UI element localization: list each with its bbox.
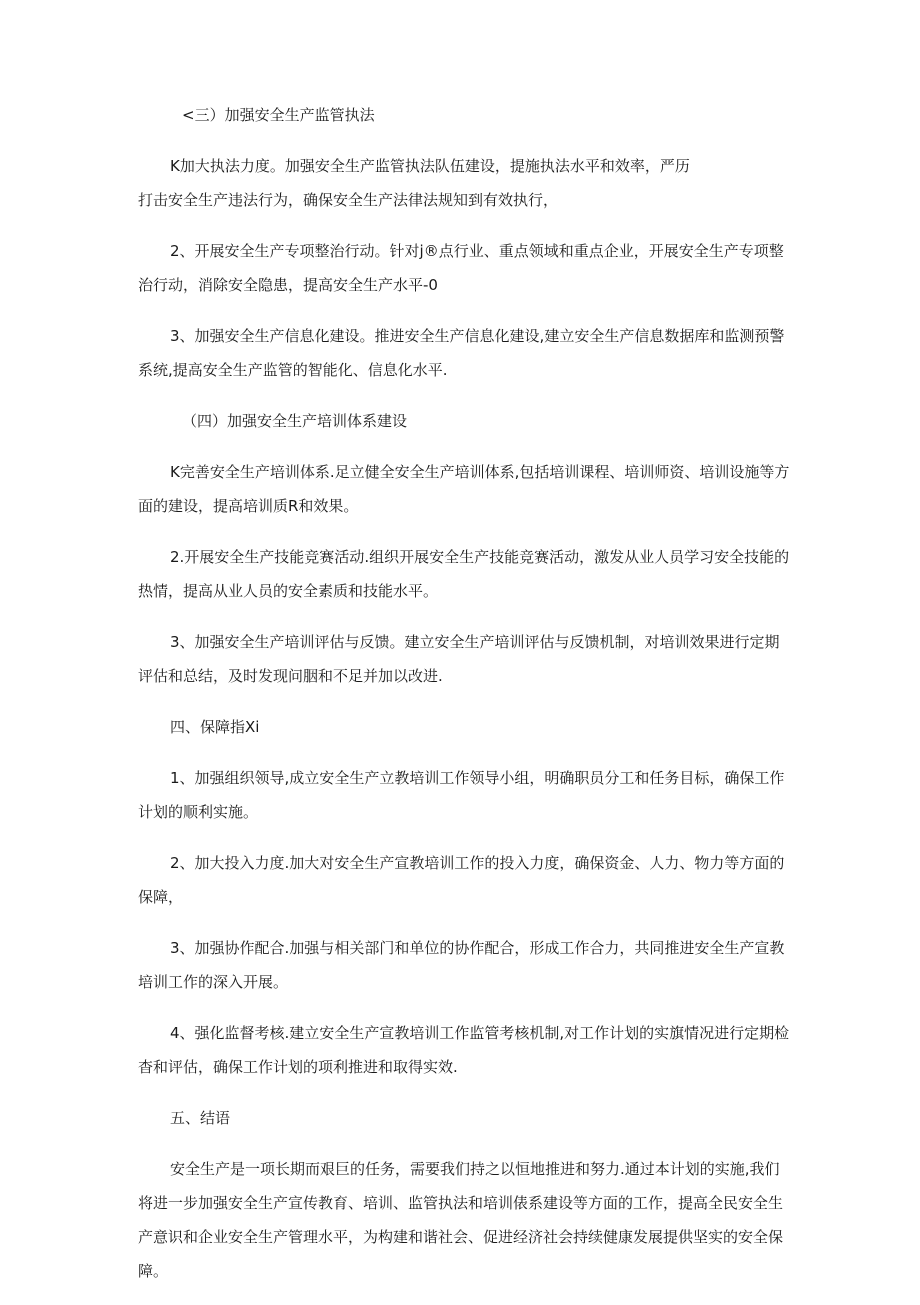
paragraph-organization-leadership: 1、加强组织领导,成立安全生产立教培训工作领导小组，明确职员分工和任务目标，确保工作计划的顺利实施。 [138, 769, 785, 821]
paragraph-training-system: K完善安全生产培训体系.足立健全安全生产培训体系,包括培训课程、培训师资、培训设施等方面的建设，提高培训质R和效果。 [138, 463, 790, 515]
paragraph-line: 打击安全生产违法行为，确保安全生产法律法规知到有效执行， [138, 191, 559, 209]
section-heading-guarantee-measures: 四、保障指Xi [170, 718, 260, 736]
paragraph-training-evaluation: 3、加强安全生产培训评估与反馈。建立安全生产培训评估与反馈机制，对培训效果进行定期评估和总结，及时发现问胭和不足并加以改进. [138, 633, 780, 685]
paragraph-cooperation: 3、加强协作配合.加强与相关部门和单位的协作配合，形成工作合力，共同推进安全生产宣教培训工作的深入开展。 [138, 939, 785, 991]
paragraph-increase-investment: 2、加大投入力度.加大对安全生产宣教培训工作的投入力度，确保资金、人力、物力等方面的保障， [138, 854, 785, 906]
paragraph-skills-competition: 2.开展安全生产技能竞赛活动.组织开展安全生产技能竞赛活动，激发从业人员学习安全技能的热情，提高从业人员的安全素质和技能水平。 [138, 548, 790, 600]
paragraph-enforcement-intensity [138, 149, 790, 217]
paragraph-conclusion: 安全生产是一项长期而艰巨的任务，需要我们持之以恒地推进和努力.通过本计划的实施,我们将进一步加强安全生产宣传教育、培训、监管执法和培训俵系建设等方面的工作，提高全民安全生产意识和企业安全生产管理水平，为构建和谐社会、促进经济社会持续健康发展提供坚实的安全保障。 [138, 1160, 784, 1280]
section-heading-training-system: （四）加强安全生产培训体系建设 [182, 412, 408, 430]
paragraph-informatization: 3、加强安全生产信息化建设。推进安全生产信息化建设,建立安全生产信息数据库和监测预警系统,提高安全生产监管的智能化、信息化水平. [138, 327, 785, 379]
paragraph-supervision-assessment: 4、强化监督考核.建立安全生产宣教培训工作监管考核机制,对工作计划的实旗情况进行定期检杳和评估，确保工作计划的项利推进和取得实效. [138, 1024, 790, 1076]
section-heading-strengthen-enforcement: <三）加强安全生产监管执法 [182, 106, 375, 124]
document-body [138, 98, 790, 1305]
paragraph-special-rectification: 2、开展安全生产专项整治行动。针对j®点行业、重点领域和重点企业，开展安全生产专项整治行动，消除安全隐患，提高安全生产水平-0 [138, 242, 784, 294]
paragraph-line: K加大执法力度。加强安全生产监管执法队伍建设，提施执法水平和效率，严历 [170, 157, 690, 175]
section-heading-conclusion: 五、结语 [170, 1109, 231, 1127]
